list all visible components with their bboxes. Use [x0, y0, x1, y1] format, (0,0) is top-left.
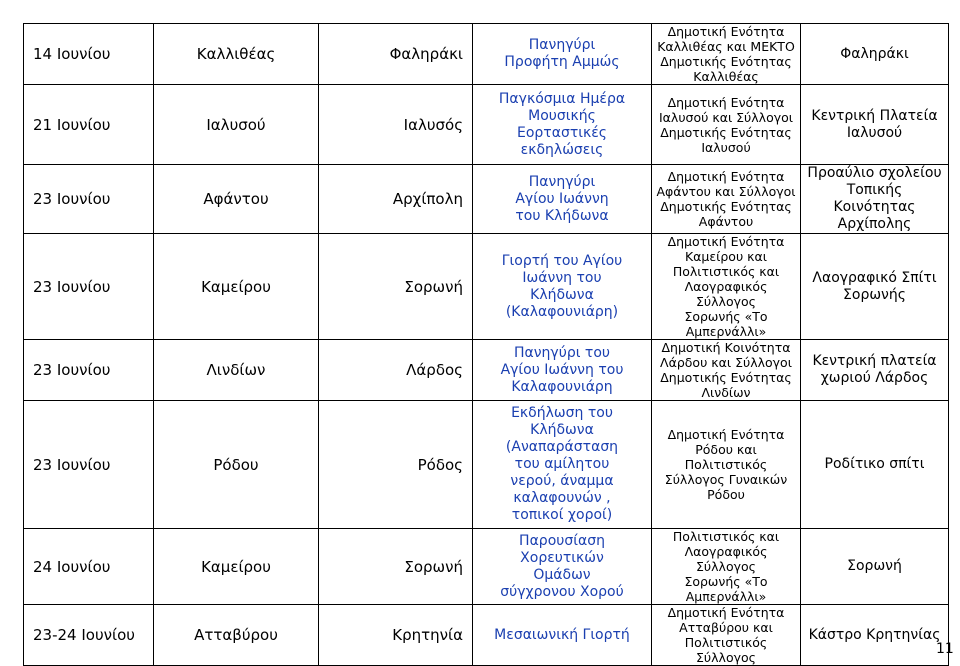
event-cell-line: του αμίλητου: [514, 456, 610, 472]
date-cell: 14 Ιουνίου: [24, 24, 154, 85]
date-cell: 23 Ιουνίου: [24, 234, 154, 340]
event-cell-line: Εορταστικές: [516, 124, 608, 141]
event-cell: [473, 165, 652, 234]
organizer-cell-line: Αμπερνάλλι»: [685, 589, 767, 604]
table-row: [24, 605, 949, 666]
date-cell: 21 Ιουνίου: [24, 85, 154, 165]
event-cell-line: Γιορτή του Αγίου: [501, 252, 623, 269]
venue-cell: [801, 529, 949, 605]
venue-cell-line: Ιαλυσού: [846, 124, 903, 141]
location-cell: Ρόδος: [319, 401, 473, 529]
organizer-cell-line: Δημοτικής Ενότητας: [660, 54, 792, 69]
table-row: [24, 529, 949, 605]
venue-cell-line: Φαληράκι: [840, 45, 909, 62]
organizer-cell-line: Πολιτιστικός και: [672, 529, 780, 544]
municipality-cell: Ατταβύρου: [154, 605, 319, 666]
event-cell: [473, 401, 652, 529]
table-row: [24, 165, 949, 234]
event-cell-line: Πανηγύρι του: [513, 344, 610, 361]
event-cell-line: Ιωάννη του: [522, 269, 602, 286]
organizer-cell-line: Δημοτικής Ενότητας: [660, 370, 792, 385]
table-row: [24, 340, 949, 401]
location-cell: Ιαλυσός: [319, 85, 473, 165]
location-cell: Σορωνή: [319, 234, 473, 340]
organizer-cell-line: Καλλιθέας και ΜΕΚΤΟ: [657, 39, 795, 54]
venue-cell: [801, 24, 949, 85]
location-cell: Φαληράκι: [319, 24, 473, 85]
event-cell-line: Μουσικής: [528, 107, 596, 124]
event-cell-line: Κλήδωνα: [530, 286, 594, 303]
event-cell: [473, 24, 652, 85]
event-cell-line: του Κλήδωνα: [515, 207, 609, 224]
table-row: [24, 401, 949, 529]
page-number: 11: [936, 641, 954, 657]
event-cell-line: Αγίου Ιωάννη: [515, 190, 609, 207]
date-cell: 24 Ιουνίου: [24, 529, 154, 605]
events-table: [23, 23, 949, 666]
event-cell-line: Μεσαιωνική Γιορτή: [494, 626, 630, 643]
event-cell-line: νερού, άναμμα: [510, 473, 614, 489]
organizer-cell: [652, 340, 801, 401]
organizer-cell-line: Ρόδου: [707, 487, 745, 502]
organizer-cell-line: Δημοτική Ενότητα: [667, 427, 785, 442]
venue-cell-line: Κεντρική πλατεία: [812, 353, 937, 369]
table-row: [24, 24, 949, 85]
event-cell: [473, 234, 652, 340]
organizer-cell-line: Λινδίων: [701, 385, 751, 400]
organizer-cell-line: Σύλλογος Γυναικών: [664, 472, 788, 487]
date-cell: 23 Ιουνίου: [24, 340, 154, 401]
event-cell: [473, 85, 652, 165]
events-table-body: [24, 24, 949, 666]
organizer-cell-line: Δημοτική Ενότητα: [667, 234, 785, 249]
location-cell: Λάρδος: [319, 340, 473, 401]
event-cell-line: Πανηγύρι: [528, 37, 596, 53]
organizer-cell-line: Πολιτιστικός και: [672, 264, 780, 279]
event-cell-line: Προφήτη Αμμώς: [504, 54, 620, 70]
location-cell: Αρχίπολη: [319, 165, 473, 234]
venue-cell-line: Κάστρο Κρητηνίας: [808, 626, 941, 643]
venue-cell-line: χωριού Λάρδος: [820, 370, 929, 386]
organizer-cell-line: Αμπερνάλλι»: [685, 324, 767, 339]
organizer-cell-line: Δημοτική Ενότητα: [667, 94, 785, 110]
venue-cell-line: Προαύλιο σχολείου: [807, 165, 942, 181]
date-cell: 23 Ιουνίου: [24, 401, 154, 529]
municipality-cell: Καλλιθέας: [154, 24, 319, 85]
organizer-cell-line: Δημοτικής Ενότητας: [660, 124, 792, 140]
municipality-cell: Ρόδου: [154, 401, 319, 529]
venue-cell: [801, 234, 949, 340]
event-cell: [473, 529, 652, 605]
organizer-cell-line: Ατταβύρου και: [679, 620, 773, 635]
organizer-cell-line: Λάρδου και Σύλλογοι: [660, 355, 792, 370]
event-cell-line: (Καλαφουνιάρη): [505, 303, 619, 320]
municipality-cell: Αφάντου: [154, 165, 319, 234]
organizer-cell-line: Λαογραφικός Σύλλογος: [684, 279, 768, 309]
event-cell-line: (Αναπαράσταση: [505, 439, 619, 455]
event-cell-line: Κλήδωνα: [530, 422, 594, 438]
event-cell: [473, 605, 652, 666]
event-cell-line: σύγχρονου Χορού: [500, 583, 624, 600]
organizer-cell: [652, 401, 801, 529]
organizer-cell-line: Σορωνής «Το: [684, 574, 768, 589]
organizer-cell-line: Ρόδου και Πολιτιστικός: [684, 442, 768, 472]
location-cell: Κρητηνία: [319, 605, 473, 666]
event-cell-line: Χορευτικών: [520, 549, 604, 566]
event-cell-line: Καλαφουνιάρη: [511, 378, 613, 395]
organizer-cell: [652, 605, 801, 666]
date-cell: 23-24 Ιουνίου: [24, 605, 154, 666]
organizer-cell: [652, 165, 801, 234]
event-cell-line: Εκδήλωση του: [511, 405, 613, 421]
event-cell-line: τοπικοί χοροί): [511, 507, 613, 523]
organizer-cell-line: Καλλιθέας: [693, 69, 759, 84]
venue-cell-line: Αρχίπολης: [837, 216, 912, 232]
organizer-cell: [652, 529, 801, 605]
venue-cell-line: Σορωνής: [843, 286, 906, 303]
organizer-cell-line: Δημοτικής Ενότητας: [660, 199, 792, 214]
municipality-cell: Ιαλυσού: [154, 85, 319, 165]
event-cell-line: Πανηγύρι: [528, 173, 596, 190]
location-cell: Σορωνή: [319, 529, 473, 605]
venue-cell-line: Λαογραφικό Σπίτι: [812, 269, 937, 286]
organizer-cell: [652, 24, 801, 85]
event-cell: [473, 340, 652, 401]
venue-cell: [801, 165, 949, 234]
table-row: [24, 234, 949, 340]
date-cell: 23 Ιουνίου: [24, 165, 154, 234]
organizer-cell-line: Λαογραφικός Σύλλογος: [684, 544, 768, 574]
venue-cell-line: Σορωνή: [847, 558, 902, 574]
organizer-cell-line: Καμείρου και: [684, 249, 767, 264]
venue-cell: [801, 605, 949, 666]
venue-cell-line: Ροδίτικο σπίτι: [824, 456, 925, 472]
venue-cell: [801, 340, 949, 401]
organizer-cell: [652, 234, 801, 340]
venue-cell-line: Τοπικής Κοινότητας: [833, 182, 916, 215]
organizer-cell-line: Δημοτική Ενότητα: [667, 605, 785, 620]
event-cell-line: Ομάδων: [533, 566, 591, 583]
organizer-cell-line: Δημοτική Ενότητα: [667, 169, 785, 184]
event-cell-line: Παρουσίαση: [519, 532, 605, 549]
venue-cell: [801, 401, 949, 529]
organizer-cell-line: Πολιτιστικός Σύλλογος: [684, 635, 768, 665]
venue-cell: [801, 85, 949, 165]
municipality-cell: Λινδίων: [154, 340, 319, 401]
organizer-cell-line: Αφάντου: [698, 214, 754, 229]
event-cell-line: καλαφουνών ,: [513, 490, 611, 506]
organizer-cell-line: Δημοτική Ενότητα: [667, 24, 785, 39]
municipality-cell: Καμείρου: [154, 234, 319, 340]
organizer-cell: [652, 85, 801, 165]
organizer-cell-line: Ιαλυσού και Σύλλογοι: [659, 109, 793, 125]
organizer-cell-line: Ιαλυσού: [701, 139, 751, 155]
event-cell-line: εκδηλώσεις: [520, 141, 604, 158]
event-cell-line: Αγίου Ιωάννη του: [500, 361, 624, 378]
municipality-cell: Καμείρου: [154, 529, 319, 605]
table-row: [24, 85, 949, 165]
organizer-cell-line: Αφάντου και Σύλλογοι: [656, 184, 796, 199]
organizer-cell-line: Δημοτική Κοινότητα: [661, 340, 791, 355]
venue-cell-line: Κεντρική Πλατεία: [811, 107, 938, 124]
organizer-cell-line: Σορωνής «Το: [684, 309, 768, 324]
event-cell-line: Παγκόσμια Ημέρα: [498, 90, 626, 107]
